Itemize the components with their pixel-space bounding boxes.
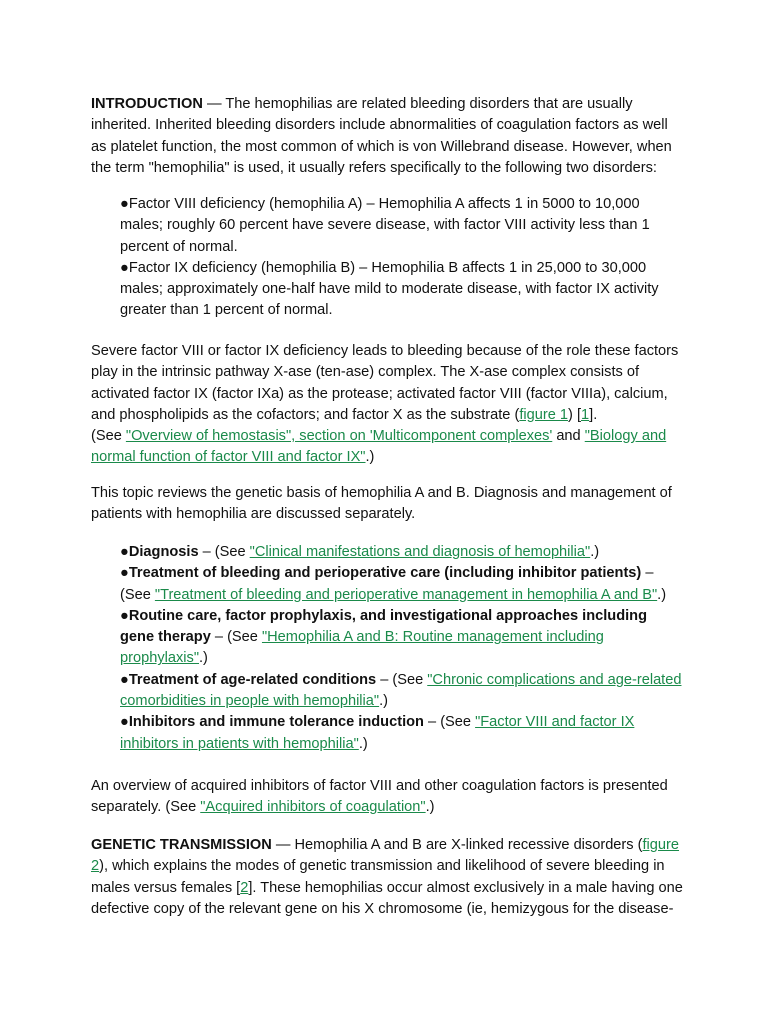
list-item: ●Treatment of age-related conditions – (See "Chronic complications and age-related xyxy=(120,671,682,688)
routine-management-link[interactable]: "Hemophilia A and B: Routine management including xyxy=(261,629,604,646)
list-item: ●Diagnosis – (See "Clinical manifestations and diagnosis of hemophilia".) xyxy=(120,544,600,560)
topic-paragraph: This topic reviews the genetic basis of hemophilia A and B. Diagnosis and management of patients with hemophilia are discussed separately. xyxy=(91,485,672,523)
diagnosis-link[interactable]: "Clinical manifestations and diagnosis of hemophilia" xyxy=(249,544,591,560)
management-list: ●Diagnosis – (See "Clinical manifestations and diagnosis of hemophilia".) ●Treatment of bleeding and perioperative care (including inhibitor patients) – (See "Treatment of bleeding and perioperative management in hemophilia A and B".) ●Routine care, factor prophylaxis, and investigational approaches including gene therapy – (See "Hemophilia A and B: Routine management including prophylaxis".) ●Treatment of age-related conditions – (See "Chronic complications and age-related comorbidities in people with hemophilia".) ●Inhibitors and immune tolerance induction – (See "Factor VIII and factor IX inhibitors in patients with hemophilia".) xyxy=(120,544,682,752)
figure-2-link-cont[interactable]: 2 xyxy=(91,858,100,875)
severe-paragraph: Severe factor VIII or factor IX deficiency leads to bleeding because of the role these factors play in the intrinsic pathway X-ase (ten-ase) complex. The X-ase complex consists of activated factor IX (factor IXa) as the protease; activated factor VIII (factor VIIIa), calcium, and phospholipids as the cofactors; and factor X as the substrate (figure 1) [1]. (See "Overview of hemostasis", section on 'Multicomponent complexes' and "Biology and normal function of factor VIII and factor IX".) xyxy=(91,343,679,466)
intro-paragraph: INTRODUCTION — The hemophilias are related bleeding disorders that are usually inherited. Inherited bleeding disorders include abnormalities of coagulation factors as well as platelet function, the most common of which is von Willebrand disease. However, when the term "hemophilia" is used, it usually refers specifically to the following two disorders: xyxy=(91,96,672,176)
list-item: ●Factor IX deficiency (hemophilia B) – Hemophilia B affects 1 in 25,000 to 30,000 xyxy=(120,259,647,276)
chronic-complications-link[interactable]: "Chronic complications and age-related xyxy=(427,671,682,688)
biology-link[interactable]: "Biology and xyxy=(584,428,667,445)
inhibitors-link-cont[interactable]: inhibitors in patients with hemophilia" xyxy=(120,735,359,752)
reference-1-link[interactable]: 1 xyxy=(581,406,590,423)
hemostasis-link[interactable]: "Overview of hemostasis", section on 'Multicomponent complexes' xyxy=(125,428,553,445)
genetic-heading: GENETIC TRANSMISSION xyxy=(91,837,272,853)
biology-link-cont[interactable]: normal function of factor VIII and factor IX" xyxy=(91,449,366,466)
genetic-paragraph: GENETIC TRANSMISSION — Hemophilia A and B are X-linked recessive disorders (figure 2), which explains the modes of genetic transmission and likelihood of severe bleeding in males versus females [2]. These hemophilias occur almost exclusively in a male having one defective copy of the relevant gene on his X chromosome (ie, hemizygous for the disease- xyxy=(91,837,683,917)
reference-2-link[interactable]: 2 xyxy=(240,879,249,896)
intro-heading: INTRODUCTION xyxy=(91,96,203,112)
treatment-link[interactable]: "Treatment of bleeding and perioperative management in hemophilia A and B" xyxy=(154,586,658,603)
chronic-complications-link-cont[interactable]: comorbidities in people with hemophilia" xyxy=(120,693,380,710)
list-item: ●Treatment of bleeding and perioperative care (including inhibitor patients) – xyxy=(120,565,654,582)
figure-1-link[interactable]: figure 1 xyxy=(519,406,569,423)
overview-paragraph: An overview of acquired inhibitors of factor VIII and other coagulation factors is presented separately. (See "Acquired inhibitors of coagulation".) xyxy=(91,778,668,816)
disorders-list: ●Factor VIII deficiency (hemophilia A) – Hemophilia A affects 1 in 5000 to 10,000 males; roughly 60 percent have severe disease, with factor VIII activity less than 1 percent of normal. ●Factor IX deficiency (hemophilia B) – Hemophilia B affects 1 in 25,000 to 30,000 males; approximately one-half have mild to moderate disease, with factor IX activity greater than 1 percent of normal. xyxy=(120,196,659,319)
acquired-inhibitors-link[interactable]: "Acquired inhibitors of coagulation" xyxy=(200,799,426,816)
list-item: ●Inhibitors and immune tolerance induction – (See "Factor VIII and factor IX xyxy=(120,714,635,731)
inhibitors-link[interactable]: "Factor VIII and factor IX xyxy=(475,714,635,731)
figure-2-link[interactable]: figure xyxy=(642,837,680,853)
routine-management-link-cont[interactable]: prophylaxis" xyxy=(120,650,199,667)
list-item: ●Routine care, factor prophylaxis, and investigational approaches including xyxy=(120,607,647,624)
list-item: ●Factor VIII deficiency (hemophilia A) – Hemophilia A affects 1 in 5000 to 10,000 xyxy=(120,196,640,212)
